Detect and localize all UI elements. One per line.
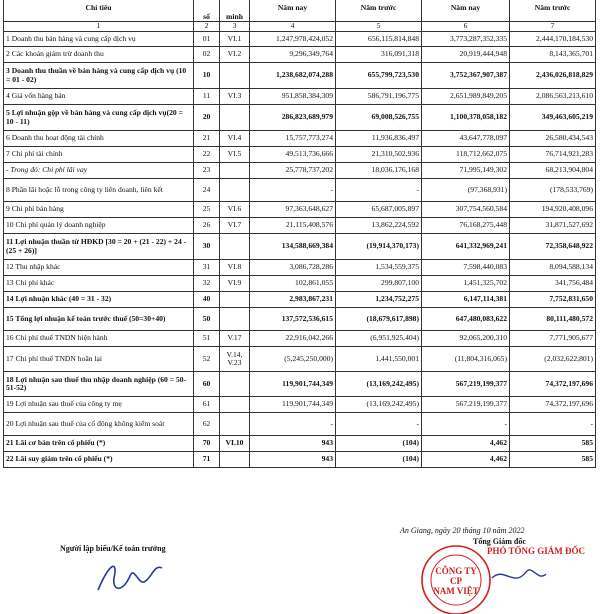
q-prev-value: (18,679,617,898): [336, 308, 422, 331]
row-label: 1 Doanh thu bán hàng và cung cấp dịch vụ: [4, 32, 194, 47]
ytd-prev-value: 74,372,197,696: [510, 372, 596, 397]
col-q-this-header: Năm nay: [250, 0, 336, 22]
row-code: 40: [194, 292, 220, 308]
row-code: 10: [194, 63, 220, 89]
q-this-value: 119,901,744,349: [250, 372, 336, 397]
q-this-value: 134,588,669,384: [250, 234, 336, 260]
ytd-this-value: 118,712,662,075: [422, 147, 510, 163]
row-note: VI.1: [220, 32, 250, 47]
company-stamp: [404, 538, 586, 614]
ytd-prev-value: 7,752,831,650: [510, 292, 596, 308]
q-prev-value: 69,008,526,755: [336, 105, 422, 131]
q-this-value: 22,916,042,266: [250, 331, 336, 347]
signature-footer: [0, 524, 600, 600]
ytd-this-value: 2,651,989,849,205: [422, 89, 510, 105]
q-this-value: 49,513,736,666: [250, 147, 336, 163]
col-ytd-this-header: Năm nay: [422, 0, 510, 22]
table-row: [4, 347, 596, 372]
ytd-prev-value: 8,143,365,701: [510, 47, 596, 63]
table-row: [4, 436, 596, 452]
row-label: 18 Lợi nhuận sau thuế thu nhập doanh nghiệp (60 = 50-51-52): [4, 372, 194, 397]
ytd-this-value: (97,368,931): [422, 179, 510, 202]
ytd-this-value: 6,147,114,381: [422, 292, 510, 308]
q-prev-value: 316,091,318: [336, 47, 422, 63]
ytd-prev-value: 26,580,434,543: [510, 131, 596, 147]
table-row: [4, 413, 596, 436]
row-note: VI.5: [220, 147, 250, 163]
ytd-prev-value: 68,213,904,804: [510, 163, 596, 179]
q-this-value: 102,861,055: [250, 276, 336, 292]
row-note: VI.6: [220, 202, 250, 218]
stamp-cp: CP: [450, 576, 462, 586]
row-code: 71: [194, 452, 220, 468]
income-statement-table: [3, 0, 596, 468]
ytd-prev-value: 8,094,588,134: [510, 260, 596, 276]
row-label: 21 Lãi cơ bản trên cổ phiếu (*): [4, 436, 194, 452]
row-label: 14 Lợi nhuận khác (40 = 31 - 32): [4, 292, 194, 308]
q-prev-value: 1,234,752,275: [336, 292, 422, 308]
ytd-this-value: 3,752,367,907,387: [422, 63, 510, 89]
index-cell: 3: [220, 22, 250, 32]
row-note: [220, 179, 250, 202]
q-this-value: 137,572,536,615: [250, 308, 336, 331]
ytd-prev-value: 2,436,026,818,829: [510, 63, 596, 89]
index-cell: 2: [194, 22, 220, 32]
row-note: [220, 63, 250, 89]
row-label: 4 Giá vốn hàng bán: [4, 89, 194, 105]
table-row: [4, 202, 596, 218]
row-note: VI.7: [220, 218, 250, 234]
ytd-this-value: 1,451,325,702: [422, 276, 510, 292]
row-note: [220, 308, 250, 331]
ytd-this-value: 641,332,969,241: [422, 234, 510, 260]
row-code: 21: [194, 131, 220, 147]
q-this-value: 3,086,728,286: [250, 260, 336, 276]
q-prev-value: (13,169,242,495): [336, 372, 422, 397]
col-note-header: minh: [220, 0, 250, 22]
row-label: 15 Tổng lợi nhuận kế toán trước thuế (50=30+40): [4, 308, 194, 331]
ytd-prev-value: 585: [510, 452, 596, 468]
row-code: 60: [194, 372, 220, 397]
q-this-value: 951,858,384,309: [250, 89, 336, 105]
row-note: [220, 413, 250, 436]
ytd-prev-value: 341,756,484: [510, 276, 596, 292]
q-this-value: (5,245,250,000): [250, 347, 336, 372]
index-cell: 5: [336, 22, 422, 32]
q-prev-value: 299,807,100: [336, 276, 422, 292]
row-note: [220, 372, 250, 397]
q-prev-value: (19,914,370,173): [336, 234, 422, 260]
table-row: [4, 179, 596, 202]
row-label: 7 Chi phí tài chính: [4, 147, 194, 163]
table-body: [4, 32, 596, 468]
row-code: 52: [194, 347, 220, 372]
q-this-value: 1,247,978,424,052: [250, 32, 336, 47]
index-row: [4, 22, 596, 32]
row-label: 8 Phần lãi hoặc lỗ trong công ty liên doanh, liên kết: [4, 179, 194, 202]
table-row: [4, 308, 596, 331]
q-this-value: 15,757,773,274: [250, 131, 336, 147]
row-code: 62: [194, 413, 220, 436]
ytd-prev-value: 7,771,905,677: [510, 331, 596, 347]
row-note: [220, 292, 250, 308]
ytd-this-value: 4,462: [422, 436, 510, 452]
index-cell: 4: [250, 22, 336, 32]
q-prev-value: 1,441,550,001: [336, 347, 422, 372]
q-prev-value: 13,862,224,592: [336, 218, 422, 234]
ytd-this-value: 43,647,778,097: [422, 131, 510, 147]
row-note: VI.9: [220, 276, 250, 292]
q-prev-value: (104): [336, 452, 422, 468]
q-this-value: -: [250, 179, 336, 202]
table-row: [4, 218, 596, 234]
ytd-this-value: 647,480,083,622: [422, 308, 510, 331]
table-row: [4, 163, 596, 179]
q-prev-value: 1,534,559,375: [336, 260, 422, 276]
row-note: [220, 234, 250, 260]
row-note: V.17: [220, 331, 250, 347]
index-cell: 6: [422, 22, 510, 32]
table-row: [4, 397, 596, 413]
row-code: 51: [194, 331, 220, 347]
q-this-value: 97,363,648,627: [250, 202, 336, 218]
table-row: [4, 260, 596, 276]
row-label: 6 Doanh thu hoạt động tài chính: [4, 131, 194, 147]
row-note: V.14, V.23: [220, 347, 250, 372]
row-label: 9 Chi phí bán hàng: [4, 202, 194, 218]
ytd-prev-value: 585: [510, 436, 596, 452]
row-note: [220, 397, 250, 413]
row-label: 11 Lợi nhuận thuần từ HĐKD [30 = 20 + (21 - 22) + 24 - (25 + 26)]: [4, 234, 194, 260]
ytd-this-value: 76,168,275,448: [422, 218, 510, 234]
row-code: 25: [194, 202, 220, 218]
row-label: 3 Doanh thu thuần về bán hàng và cung cấp dịch vụ (10 = 01 - 02): [4, 63, 194, 89]
row-note: VI.4: [220, 131, 250, 147]
ytd-prev-value: 2,444,170,184,530: [510, 32, 596, 47]
q-prev-value: 11,936,836,497: [336, 131, 422, 147]
q-this-value: 943: [250, 436, 336, 452]
q-prev-value: -: [336, 179, 422, 202]
table-row: [4, 147, 596, 163]
row-note: VI.10: [220, 436, 250, 452]
q-this-value: 25,778,737,202: [250, 163, 336, 179]
row-code: 26: [194, 218, 220, 234]
ytd-this-value: 1,100,378,058,182: [422, 105, 510, 131]
index-cell: 7: [510, 22, 596, 32]
row-note: [220, 163, 250, 179]
row-label: 2 Các khoản giảm trừ doanh thu: [4, 47, 194, 63]
row-note: [220, 452, 250, 468]
ytd-this-value: 3,773,287,352,335: [422, 32, 510, 47]
q-prev-value: (13,169,242,495): [336, 397, 422, 413]
ytd-this-value: 307,754,560,584: [422, 202, 510, 218]
stamp-company: CÔNG TY: [435, 566, 477, 576]
row-note: VI.8: [220, 260, 250, 276]
q-this-value: -: [250, 413, 336, 436]
ytd-prev-value: 31,871,527,692: [510, 218, 596, 234]
ytd-this-value: 71,995,149,302: [422, 163, 510, 179]
row-label: 12 Thu nhập khác: [4, 260, 194, 276]
table-row: [4, 131, 596, 147]
row-label: 20 Lợi nhuận sau thuế của cổ đông không kiểm soát: [4, 413, 194, 436]
q-prev-value: 656,115,814,848: [336, 32, 422, 47]
q-prev-value: 18,036,176,168: [336, 163, 422, 179]
q-prev-value: (104): [336, 436, 422, 452]
q-this-value: 119,901,744,349: [250, 397, 336, 413]
table-row: [4, 452, 596, 468]
ytd-prev-value: 76,714,921,283: [510, 147, 596, 163]
row-code: 11: [194, 89, 220, 105]
table-row: [4, 234, 596, 260]
row-note: [220, 105, 250, 131]
q-prev-value: -: [336, 413, 422, 436]
row-label: 5 Lợi nhuận gộp về bán hàng và cung cấp dịch vụ(20 = 10 - 11): [4, 105, 194, 131]
q-this-value: 21,115,408,576: [250, 218, 336, 234]
ytd-this-value: 567,219,199,377: [422, 372, 510, 397]
col-code-header: số: [194, 0, 220, 22]
row-code: 30: [194, 234, 220, 260]
table-row: [4, 372, 596, 397]
col-name-header: Chỉ tiêu: [4, 0, 194, 22]
ytd-prev-value: (178,533,769): [510, 179, 596, 202]
stamp-title: PHÓ TỔNG GIÁM ĐỐC: [486, 546, 586, 556]
table-row: [4, 89, 596, 105]
ytd-this-value: -: [422, 413, 510, 436]
row-note: VI.2: [220, 47, 250, 63]
q-prev-value: 21,310,502,936: [336, 147, 422, 163]
ytd-this-value: (11,804,316,065): [422, 347, 510, 372]
row-code: 32: [194, 276, 220, 292]
row-label: 19 Lợi nhuận sau thuế của công ty mẹ: [4, 397, 194, 413]
ytd-prev-value: 349,463,605,219: [510, 105, 596, 131]
q-prev-value: 655,799,723,530: [336, 63, 422, 89]
ytd-prev-value: 74,372,197,696: [510, 397, 596, 413]
handwritten-signature: [92, 554, 172, 600]
table-row: [4, 63, 596, 89]
row-label: 10 Chi phí quản lý doanh nghiệp: [4, 218, 194, 234]
row-label: 13 Chi phí khác: [4, 276, 194, 292]
director-title: Tổng Giám đốc: [473, 537, 526, 546]
q-this-value: 2,983,867,231: [250, 292, 336, 308]
row-code: 01: [194, 32, 220, 47]
ytd-this-value: 7,598,440,083: [422, 260, 510, 276]
row-code: 24: [194, 179, 220, 202]
ytd-prev-value: 80,111,480,572: [510, 308, 596, 331]
row-label: - Trong đó: Chi phí lãi vay: [4, 163, 194, 179]
row-code: 22: [194, 147, 220, 163]
index-cell: 1: [4, 22, 194, 32]
header-row: [4, 0, 596, 22]
row-code: 61: [194, 397, 220, 413]
preparer-label: Người lập biểu/Kế toán trưởng: [60, 544, 166, 553]
ytd-prev-value: (2,032,622,801): [510, 347, 596, 372]
col-q-prev-header: Năm trước: [336, 0, 422, 22]
row-label: 17 Chi phí thuế TNDN hoãn lại: [4, 347, 194, 372]
row-code: 02: [194, 47, 220, 63]
row-label: 16 Chi phí thuế TNDN hiện hành: [4, 331, 194, 347]
table-row: [4, 47, 596, 63]
q-prev-value: 586,791,196,775: [336, 89, 422, 105]
q-prev-value: 65,687,005,897: [336, 202, 422, 218]
q-this-value: 9,296,349,764: [250, 47, 336, 63]
row-label: 22 Lãi suy giảm trên cổ phiếu (*): [4, 452, 194, 468]
row-code: 31: [194, 260, 220, 276]
row-code: 23: [194, 163, 220, 179]
place-date: An Giang, ngày 20 tháng 10 năm 2022: [400, 526, 525, 535]
row-code: 20: [194, 105, 220, 131]
ytd-this-value: 20,919,444,948: [422, 47, 510, 63]
q-this-value: 286,823,689,979: [250, 105, 336, 131]
table-row: [4, 276, 596, 292]
ytd-this-value: 4,462: [422, 452, 510, 468]
ytd-prev-value: 2,086,563,213,610: [510, 89, 596, 105]
table-row: [4, 331, 596, 347]
ytd-this-value: 92,065,200,310: [422, 331, 510, 347]
ytd-prev-value: 194,920,408,096: [510, 202, 596, 218]
q-prev-value: (6,951,925,404): [336, 331, 422, 347]
col-ytd-prev-header: Năm trước: [510, 0, 596, 22]
q-this-value: 943: [250, 452, 336, 468]
table-row: [4, 105, 596, 131]
ytd-prev-value: 72,358,648,922: [510, 234, 596, 260]
stamp-name: NAM VIỆT: [433, 586, 479, 596]
row-code: 70: [194, 436, 220, 452]
table-row: [4, 292, 596, 308]
table-row: [4, 32, 596, 47]
row-code: 50: [194, 308, 220, 331]
q-this-value: 1,238,682,074,288: [250, 63, 336, 89]
row-note: VI.3: [220, 89, 250, 105]
ytd-prev-value: -: [510, 413, 596, 436]
ytd-this-value: 567,219,199,377: [422, 397, 510, 413]
